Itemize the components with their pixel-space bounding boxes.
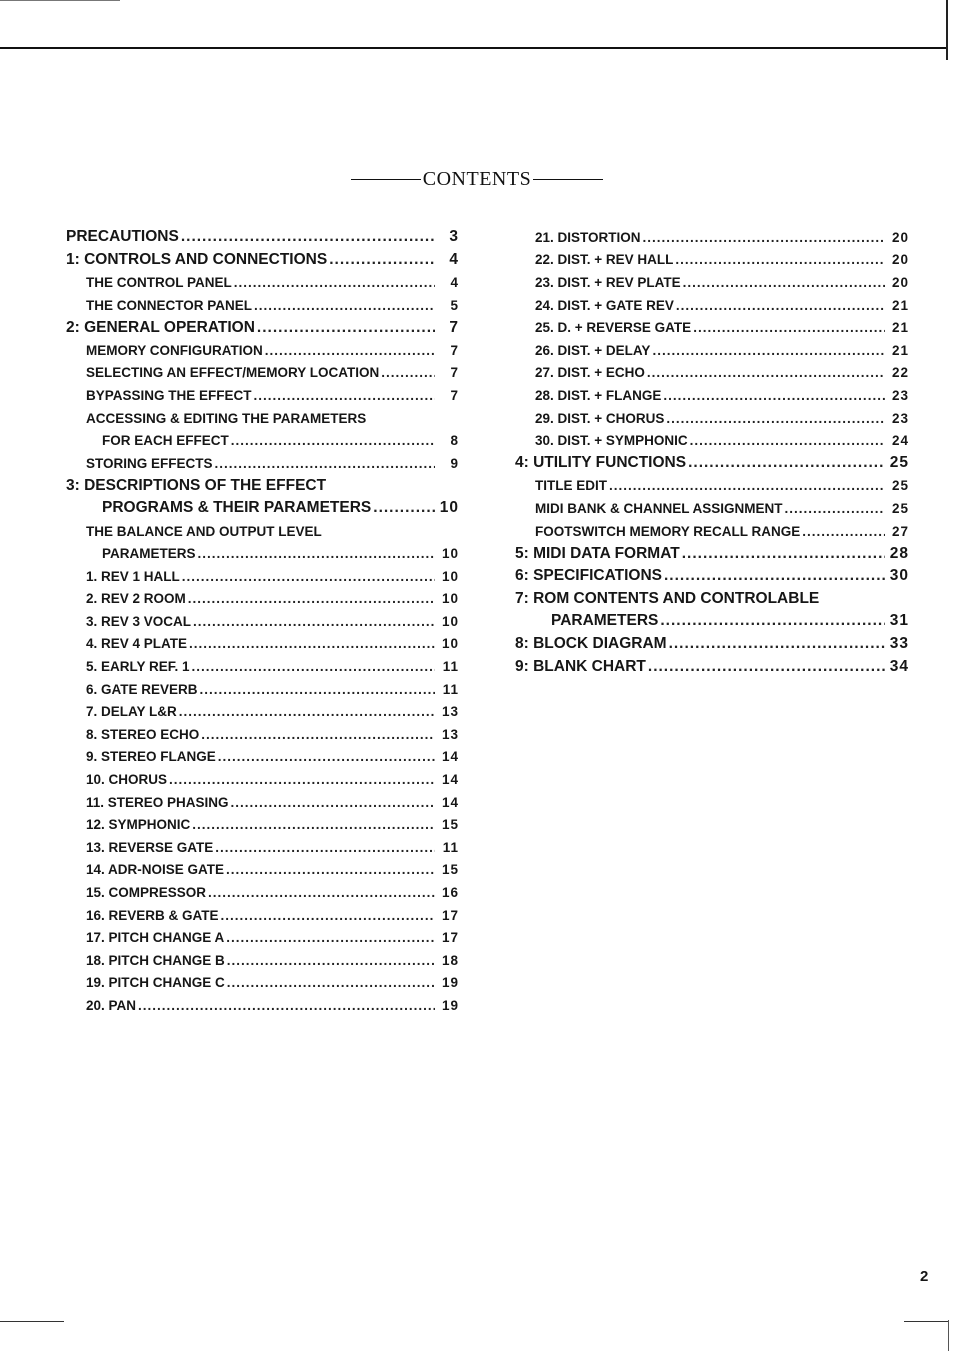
toc-dot-leader xyxy=(179,704,435,719)
toc-entry xyxy=(66,542,459,565)
toc-dot-leader xyxy=(138,998,435,1013)
footer-rule-left xyxy=(0,1321,64,1322)
toc-entry xyxy=(66,700,459,723)
toc-dot-leader xyxy=(189,636,435,651)
page-number: 2 xyxy=(920,1268,929,1285)
toc-entry-page: 20 xyxy=(891,274,909,290)
toc-entry-page: 8 xyxy=(450,433,459,449)
toc-entry-label: MEMORY CONFIGURATION xyxy=(86,342,263,358)
toc-entry-page: 14 xyxy=(441,794,459,810)
toc-entry-page: 31 xyxy=(889,612,909,630)
toc-dot-leader xyxy=(675,252,885,267)
toc-dot-leader xyxy=(373,499,435,517)
toc-entry-label: 5. EARLY REF. 1 xyxy=(86,659,190,675)
toc-entry-label: THE CONNECTOR PANEL xyxy=(86,297,253,313)
toc-entry-page: 30 xyxy=(889,567,909,585)
toc-entry-page: 13 xyxy=(441,704,459,720)
toc-column-left xyxy=(66,226,459,1017)
toc-entry-page: 10 xyxy=(441,636,459,652)
toc-entry-label: 3. REV 3 VOCAL xyxy=(86,613,192,629)
toc-entry xyxy=(66,226,459,249)
toc-dot-leader xyxy=(226,930,435,945)
toc-entry xyxy=(515,407,909,430)
toc-entry-label: 8: BLOCK DIAGRAM xyxy=(515,634,667,652)
toc-entry-page: 7 xyxy=(450,342,459,358)
toc-dot-leader xyxy=(257,319,435,337)
toc-entry-page: 16 xyxy=(441,885,459,901)
toc-entry-page: 20 xyxy=(891,252,909,268)
header-rule xyxy=(0,47,948,49)
toc-entry-page: 33 xyxy=(889,634,909,652)
toc-entry-label: 21. DISTORTION xyxy=(535,229,641,245)
toc-dot-leader xyxy=(666,411,885,426)
toc-dot-leader xyxy=(182,569,435,584)
toc-entry-page: 19 xyxy=(441,975,459,991)
toc-dot-leader xyxy=(231,433,435,448)
toc-entry xyxy=(66,655,459,678)
toc-entry-page: 10 xyxy=(441,591,459,607)
toc-entry-page: 15 xyxy=(441,817,459,833)
toc-dot-leader xyxy=(198,546,435,561)
toc-entry-page: 7 xyxy=(450,365,459,381)
toc-entry-label: 2. REV 2 ROOM xyxy=(86,591,186,607)
toc-entry-page: 10 xyxy=(441,613,459,629)
toc-dot-leader xyxy=(227,975,435,990)
toc-entry-label: PARAMETERS xyxy=(102,546,196,562)
toc-entry-label: 26. DIST. + DELAY xyxy=(535,342,651,358)
toc-dot-leader xyxy=(265,343,435,358)
toc-entry xyxy=(66,384,459,407)
toc-dot-leader xyxy=(669,635,885,653)
toc-entry xyxy=(66,565,459,588)
toc-dot-leader xyxy=(652,343,885,358)
toc-entry xyxy=(515,316,909,339)
toc-entry xyxy=(515,655,909,678)
toc-dot-leader xyxy=(215,840,435,855)
toc-dot-leader xyxy=(221,908,435,923)
toc-dot-leader xyxy=(643,230,885,245)
toc-dot-leader xyxy=(609,478,885,493)
toc-entry-page: 17 xyxy=(441,907,459,923)
toc-entry xyxy=(515,633,909,656)
toc-entry-label: 18. PITCH CHANGE B xyxy=(86,952,225,968)
toc-entry-label: 2: GENERAL OPERATION xyxy=(66,318,255,336)
toc-entry xyxy=(66,316,459,339)
toc-entry xyxy=(66,294,459,317)
toc-dot-leader xyxy=(785,501,885,516)
toc-entry-page: 21 xyxy=(891,297,909,313)
toc-entry-label: THE BALANCE AND OUTPUT LEVEL xyxy=(86,523,322,539)
toc-entry xyxy=(66,881,459,904)
toc-entry xyxy=(66,339,459,362)
toc-entry-label: PROGRAMS & THEIR PARAMETERS xyxy=(102,499,372,517)
toc-entry-label: 14. ADR-NOISE GATE xyxy=(86,862,225,878)
toc-dot-leader xyxy=(208,885,435,900)
toc-entry-page: 18 xyxy=(441,952,459,968)
toc-entry xyxy=(515,520,909,543)
toc-entry-label: 27. DIST. + ECHO xyxy=(535,365,645,381)
toc-entry xyxy=(66,723,459,746)
toc-entry-page: 21 xyxy=(891,320,909,336)
footer-rule-right xyxy=(904,1321,948,1322)
toc-entry xyxy=(515,249,909,272)
toc-entry-page: 23 xyxy=(891,410,909,426)
toc-entry xyxy=(66,429,459,452)
toc-entry-label: 17. PITCH CHANGE A xyxy=(86,930,225,946)
toc-dot-leader xyxy=(647,365,885,380)
toc-entry-page: 4 xyxy=(449,250,459,268)
toc-entry-label: 25. D. + REVERSE GATE xyxy=(535,320,692,336)
toc-dot-leader xyxy=(231,795,435,810)
toc-entry-label: 6: SPECIFICATIONS xyxy=(515,567,662,585)
toc-entry-page: 20 xyxy=(891,229,909,245)
toc-entry xyxy=(66,249,459,272)
toc-entry-label: BYPASSING THE EFFECT xyxy=(86,387,252,403)
toc-entry xyxy=(515,226,909,249)
page-title-text: CONTENTS xyxy=(422,168,532,190)
toc-entry-label: 15. COMPRESSOR xyxy=(86,885,207,901)
toc-entry-page: 23 xyxy=(891,387,909,403)
toc-entry-page: 19 xyxy=(441,997,459,1013)
toc-entry xyxy=(66,678,459,701)
toc-entry xyxy=(66,475,459,498)
toc-entry-page: 9 xyxy=(450,455,459,471)
toc-entry xyxy=(66,768,459,791)
toc-dot-leader xyxy=(802,524,885,539)
toc-dot-leader xyxy=(226,862,435,877)
toc-dot-leader xyxy=(682,545,885,563)
toc-entry-label: FOR EACH EFFECT xyxy=(102,433,229,449)
toc-entry-label: 29. DIST. + CHORUS xyxy=(535,410,665,426)
toc-entry xyxy=(66,904,459,927)
toc-entry xyxy=(66,271,459,294)
toc-entry-page: 21 xyxy=(891,342,909,358)
toc-dot-leader xyxy=(693,320,885,335)
toc-entry-page: 11 xyxy=(442,839,459,855)
toc-entry-label: 7. DELAY L&R xyxy=(86,704,177,720)
toc-entry xyxy=(66,588,459,611)
toc-entry xyxy=(66,791,459,814)
toc-entry-label: 19. PITCH CHANGE C xyxy=(86,975,225,991)
toc-entry-page: 3 xyxy=(449,228,459,246)
toc-entry-label: 4. REV 4 PLATE xyxy=(86,636,188,652)
toc-entry-label: 28. DIST. + FLANGE xyxy=(535,387,662,403)
toc-entry-page: 13 xyxy=(441,726,459,742)
toc-entry xyxy=(515,294,909,317)
toc-entry-label: 1: CONTROLS AND CONNECTIONS xyxy=(66,250,328,268)
toc-entry-label: 30. DIST. + SYMPHONIC xyxy=(535,433,688,449)
toc-dot-leader xyxy=(254,298,435,313)
toc-entry xyxy=(66,926,459,949)
toc-entry xyxy=(66,497,459,520)
toc-dot-leader xyxy=(201,727,435,742)
toc-entry-page: 15 xyxy=(441,862,459,878)
toc-entry-page: 11 xyxy=(442,681,459,697)
toc-entry xyxy=(515,339,909,362)
toc-entry xyxy=(66,633,459,656)
toc-entry xyxy=(66,836,459,859)
toc-entry-label: 3: DESCRIPTIONS OF THE EFFECT xyxy=(66,476,327,494)
page-title xyxy=(0,168,954,191)
toc-dot-leader xyxy=(193,614,435,629)
toc-entry-label: 9: BLANK CHART xyxy=(515,657,646,675)
toc-entry-label: 1. REV 1 HALL xyxy=(86,568,180,584)
toc-entry-label: 7: ROM CONTENTS AND CONTROLABLE xyxy=(515,589,820,607)
toc-entry xyxy=(66,994,459,1017)
toc-entry xyxy=(515,429,909,452)
toc-entry xyxy=(515,497,909,520)
toc-entry xyxy=(515,542,909,565)
toc-column-right xyxy=(515,226,909,678)
toc-entry xyxy=(515,271,909,294)
toc-entry xyxy=(66,972,459,995)
toc-entry xyxy=(515,362,909,385)
toc-entry-label: 6. GATE REVERB xyxy=(86,681,198,697)
toc-entry-page: 25 xyxy=(891,500,909,516)
toc-entry-label: FOOTSWITCH MEMORY RECALL RANGE xyxy=(535,523,801,539)
toc-dot-leader xyxy=(381,365,435,380)
toc-entry-page: 7 xyxy=(449,318,459,336)
toc-dot-leader xyxy=(227,953,435,968)
toc-entry-label: 16. REVERB & GATE xyxy=(86,907,219,923)
toc-entry-label: 10. CHORUS xyxy=(86,772,168,788)
toc-entry-label: SELECTING AN EFFECT/MEMORY LOCATION xyxy=(86,365,380,381)
toc-entry-page: 10 xyxy=(441,546,459,562)
toc-entry xyxy=(515,384,909,407)
toc-dot-leader xyxy=(192,817,435,832)
toc-entry-page: 11 xyxy=(442,659,459,675)
toc-entry-page: 7 xyxy=(450,387,459,403)
toc-entry-label: PRECAUTIONS xyxy=(66,228,179,246)
toc-dot-leader xyxy=(234,275,435,290)
toc-entry-page: 10 xyxy=(441,568,459,584)
toc-entry xyxy=(66,949,459,972)
toc-dot-leader xyxy=(329,251,435,269)
title-rule-right xyxy=(533,179,603,180)
toc-entry-label: 22. DIST. + REV HALL xyxy=(535,252,674,268)
toc-entry-label: 4: UTILITY FUNCTIONS xyxy=(515,454,687,472)
toc-entry-page: 14 xyxy=(441,749,459,765)
toc-entry-page: 34 xyxy=(889,657,909,675)
toc-entry-page: 4 xyxy=(450,274,459,290)
toc-dot-leader xyxy=(663,388,885,403)
toc-entry xyxy=(66,813,459,836)
toc-entry xyxy=(66,520,459,543)
toc-entry-label: 13. REVERSE GATE xyxy=(86,839,214,855)
right-edge-rule-bottom xyxy=(948,1320,949,1351)
toc-entry xyxy=(66,859,459,882)
toc-entry-label: 24. DIST. + GATE REV xyxy=(535,297,674,313)
toc-dot-leader xyxy=(683,275,885,290)
toc-dot-leader xyxy=(676,298,885,313)
toc-entry xyxy=(515,475,909,498)
toc-dot-leader xyxy=(192,659,435,674)
toc-dot-leader xyxy=(215,456,435,471)
toc-entry-label: STORING EFFECTS xyxy=(86,455,213,471)
toc-entry-page: 17 xyxy=(441,930,459,946)
toc-entry xyxy=(66,610,459,633)
toc-entry-label: 9. STEREO FLANGE xyxy=(86,749,216,765)
toc-entry xyxy=(515,452,909,475)
toc-entry-page: 22 xyxy=(891,365,909,381)
title-rule-left xyxy=(351,179,421,180)
toc-entry-label: THE CONTROL PANEL xyxy=(86,274,232,290)
toc-dot-leader xyxy=(648,658,885,676)
toc-dot-leader xyxy=(188,591,435,606)
toc-dot-leader xyxy=(181,228,435,246)
toc-entry xyxy=(515,610,909,633)
toc-entry-page: 24 xyxy=(891,433,909,449)
toc-entry-page: 5 xyxy=(450,297,459,313)
toc-entry-label: 8. STEREO ECHO xyxy=(86,726,200,742)
toc-entry-page: 25 xyxy=(891,478,909,494)
toc-dot-leader xyxy=(688,454,885,472)
toc-entry-page: 14 xyxy=(441,772,459,788)
toc-entry-label: 11. STEREO PHASING xyxy=(86,794,229,810)
toc-entry-page: 28 xyxy=(889,544,909,562)
toc-dot-leader xyxy=(254,388,435,403)
toc-dot-leader xyxy=(169,772,435,787)
toc-entry-label: PARAMETERS xyxy=(551,612,659,630)
toc-dot-leader xyxy=(218,749,435,764)
toc-dot-leader xyxy=(690,433,885,448)
toc-entry xyxy=(515,588,909,611)
toc-dot-leader xyxy=(200,682,435,697)
toc-entry xyxy=(66,362,459,385)
toc-entry-label: 20. PAN xyxy=(86,997,137,1013)
toc-entry xyxy=(66,452,459,475)
toc-dot-leader xyxy=(660,612,885,630)
right-edge-rule xyxy=(946,0,948,60)
toc-entry-label: ACCESSING & EDITING THE PARAMETERS xyxy=(86,410,367,426)
toc-entry-label: 5: MIDI DATA FORMAT xyxy=(515,544,680,562)
toc-entry xyxy=(66,746,459,769)
toc-entry-page: 25 xyxy=(889,454,909,472)
toc-entry xyxy=(515,565,909,588)
toc-dot-leader xyxy=(664,567,885,585)
top-left-short-rule xyxy=(0,0,120,1)
toc-entry-label: 23. DIST. + REV PLATE xyxy=(535,274,681,290)
toc-entry xyxy=(66,407,459,430)
toc-entry-label: 12. SYMPHONIC xyxy=(86,817,191,833)
toc-entry-page: 27 xyxy=(891,523,909,539)
toc-entry-label: MIDI BANK & CHANNEL ASSIGNMENT xyxy=(535,500,783,516)
toc-entry-page: 10 xyxy=(439,499,459,517)
toc-entry-label: TITLE EDIT xyxy=(535,478,607,494)
